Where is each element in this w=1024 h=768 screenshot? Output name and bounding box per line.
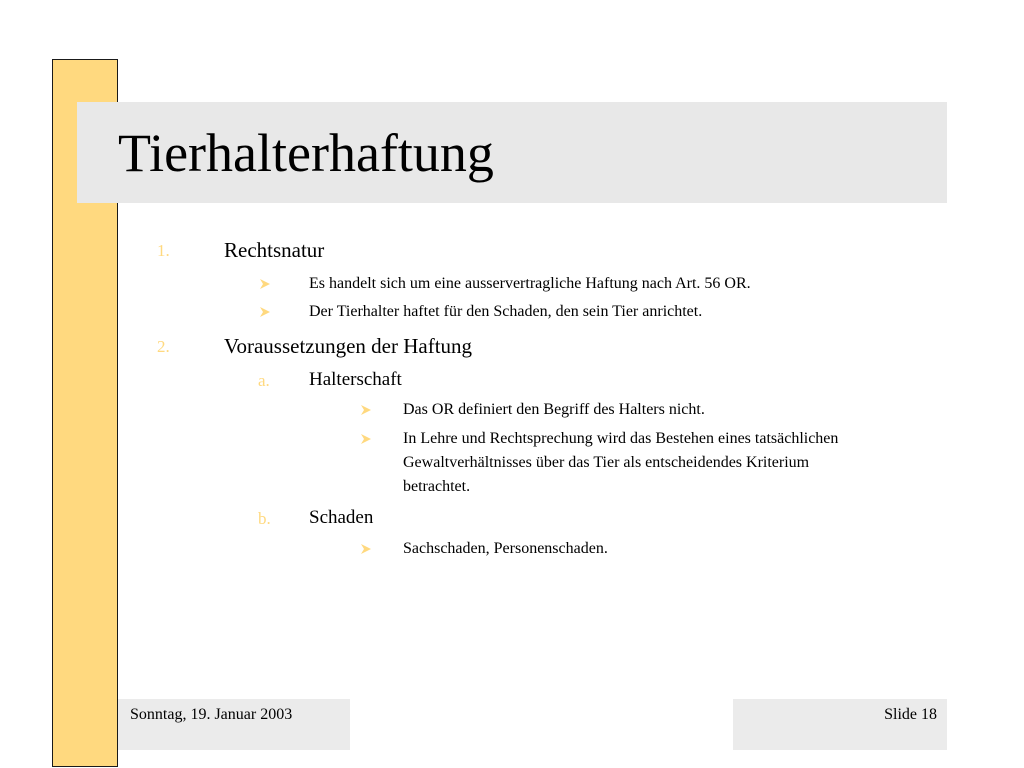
list-marker-b: b. — [258, 509, 271, 528]
item-rechtsnatur: Rechtsnatur — [224, 238, 325, 262]
subitem-schaden: Schaden — [309, 507, 374, 528]
arrow-bullet-icon — [360, 543, 372, 555]
bullet-text-line-1: In Lehre und Rechtsprechung wird das Bestehen eines tatsächlichen — [403, 430, 839, 447]
bullet-text: Der Tierhalter haftet für den Schaden, den sein Tier anrichtet. — [309, 303, 703, 320]
bullet-text: Es handelt sich um eine ausservertragliche Haftung nach Art. 56 OR. — [309, 275, 751, 292]
footer-slide-number: Slide 18 — [884, 706, 937, 723]
bullet-text-line-3: betrachtet. — [403, 478, 471, 495]
list-marker-2: 2. — [157, 337, 170, 356]
arrow-bullet-icon — [259, 278, 271, 290]
bullet-text-line-2: Gewaltverhältnisses über das Tier als entscheidendes Kriterium — [403, 454, 810, 471]
list-marker-a: a. — [258, 371, 270, 390]
item-voraussetzungen: Voraussetzungen der Haftung — [224, 334, 473, 358]
arrow-bullet-icon — [259, 306, 271, 318]
bullet-text: Sachschaden, Personenschaden. — [403, 540, 608, 557]
bullet-text: Das OR definiert den Begriff des Halters nicht. — [403, 401, 705, 418]
footer-date: Sonntag, 19. Januar 2003 — [130, 706, 293, 723]
arrow-bullet-icon — [360, 433, 372, 445]
subitem-halterschaft: Halterschaft — [309, 369, 402, 390]
list-marker-1: 1. — [157, 241, 170, 260]
slide-title: Tierhalterhaftung — [118, 123, 494, 183]
arrow-bullet-icon — [360, 404, 372, 416]
